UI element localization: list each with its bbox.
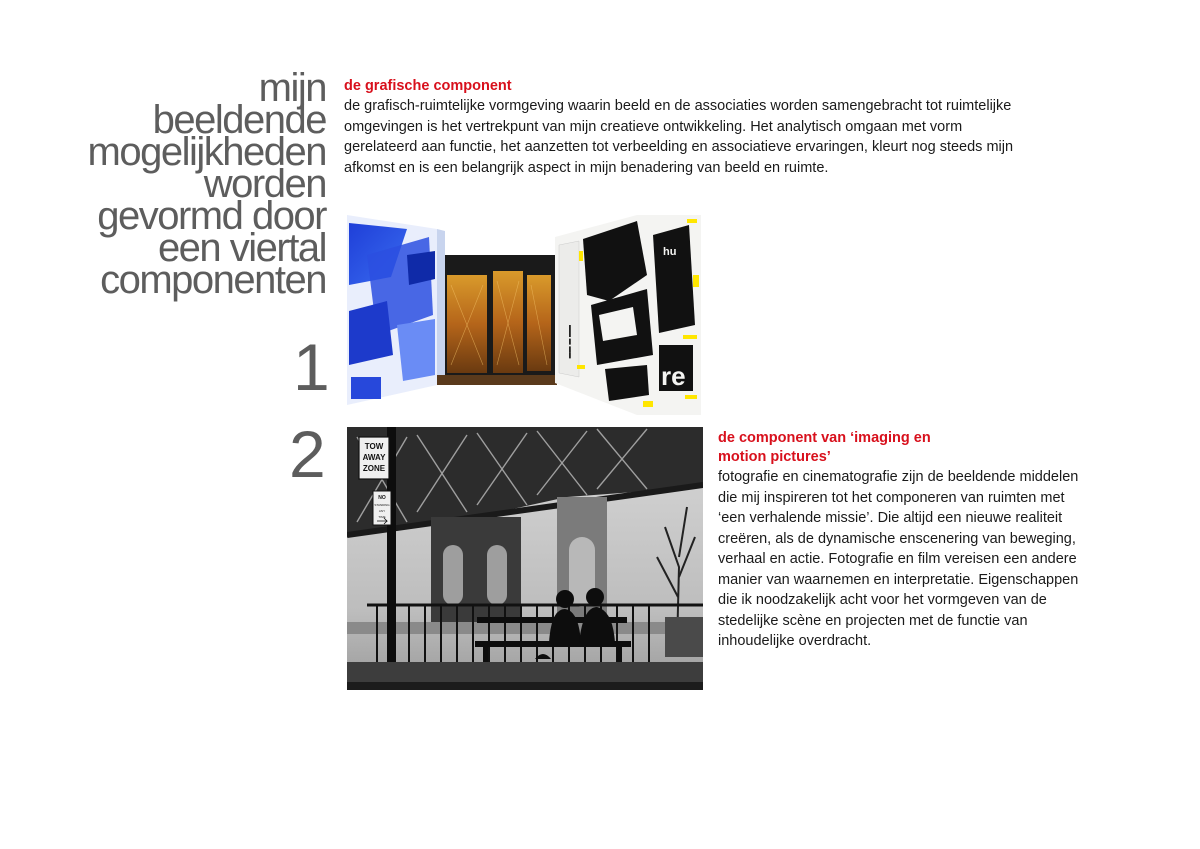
section-imaging-component [718, 429, 1088, 652]
svg-text:▬▬ ▬ ▬▬: ▬▬ ▬ ▬▬ [567, 325, 573, 359]
headline-line: een viertal [157, 226, 326, 270]
sign-text: AWAY [362, 453, 386, 462]
section-body: fotografie en cinematografie zijn de beeldende middelen die mij inspireren tot het componeren van ruimten met ‘een verhalende missie’. Die altijd een nieuwe realiteit creëren, als de dynamische enscenering van beweging, verhaal en actie. Fotografie en film vereisen een andere manier van waarnemen en interpretatie. Eigenschappen die ik noodzakelijk acht voor het vormgeven van de stedelijke scène en projecten met de functie van inhoudelijke overdracht. [718, 469, 1079, 649]
sign-text: ZONE [362, 464, 386, 473]
section-body: de grafisch-ruimtelijke vormgeving waarin beeld en de associaties worden samengebracht tot ruimtelijke omgevingen is het vertrekpunt van mijn creatieve ontwikkeling. Het analytisch omgaan met vorm gerelateerd aan functie, het aanzetten tot verbeelding en associatieve ervaringen, kleurt nog steeds mijn afkomst en is een belangrijk aspect in mijn benadering van beeld en ruimte. [344, 98, 1014, 176]
sign-text: ANY [378, 509, 386, 513]
headline-line: mijn [258, 66, 326, 110]
bridge-photo-graphic [347, 427, 703, 690]
svg-text:hu: hu [663, 246, 677, 258]
headline-line: beeldende [152, 98, 326, 142]
headline-line: worden [203, 162, 326, 206]
section-heading: de grafische component [344, 78, 512, 94]
bridge-bench-photo [347, 427, 703, 690]
component-number-2: 2 [289, 417, 324, 491]
headline-line: componenten [100, 258, 326, 302]
component-number-1: 1 [293, 330, 328, 404]
headline-line: mogelijkheden [87, 130, 326, 174]
svg-text:re: re [661, 361, 686, 391]
sign-text: NO [378, 495, 386, 501]
section-graphic-component [344, 77, 1014, 178]
section-heading: de component van ‘imaging en motion pictures’ [718, 430, 931, 465]
sign-text: TOW [364, 442, 384, 451]
headline-line: gevormd door [97, 194, 326, 238]
page-headline [40, 66, 326, 302]
sign-text: STANDING [374, 503, 390, 507]
sign-text: TIME [378, 515, 386, 519]
exhibition-collage-image [347, 215, 701, 415]
exhibition-collage-graphic [347, 215, 701, 415]
